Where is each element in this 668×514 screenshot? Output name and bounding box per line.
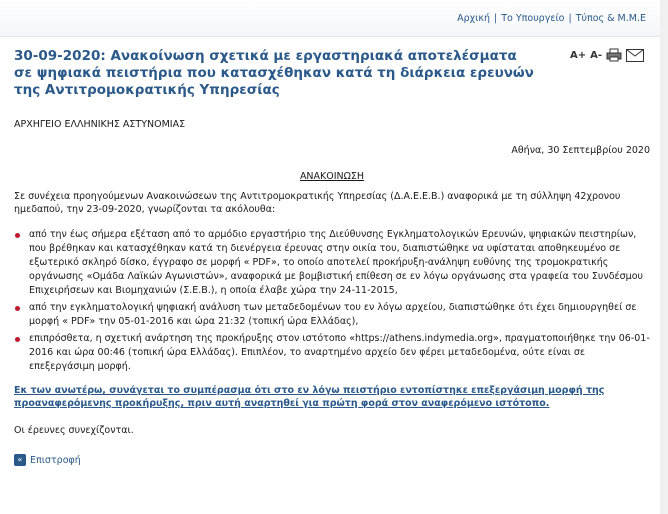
- email-icon[interactable]: [626, 49, 644, 62]
- nav-link-home[interactable]: Αρχική: [457, 13, 491, 24]
- top-bar: [0, 0, 660, 37]
- double-chevron-left-icon: «: [14, 454, 26, 466]
- article-tools: [570, 48, 644, 62]
- conclusion-paragraph: Εκ των ανωτέρω, συνάγεται το συμπέρασμα ότι στο εν λόγω πειστήριο εντοπίστηκε επεξεργάσιμη μορφή της προαναφερόμενης προκήρυξης, πριν αυτή αναρτηθεί για πρώτη φορά στον αναφερόμενο ιστότοπο.: [14, 385, 605, 409]
- bullet-icon: [15, 233, 20, 238]
- nav-link-press[interactable]: Τύπος & Μ.Μ.Ε: [575, 13, 646, 24]
- vertical-scrollbar[interactable]: [660, 0, 668, 514]
- back-link-label: Επιστροφή: [30, 454, 81, 466]
- font-increase-icon[interactable]: A+: [569, 49, 587, 61]
- article-title: 30-09-2020: Ανακοίνωση σχετικά με εργαστηριακά αποτελέσματα σε ψηφιακά πειστήρια που κατασχέθηκαν κατά τη διάρκεια ερευνών της Αντιτρομοκρατικής Υπηρεσίας: [14, 48, 534, 98]
- back-link[interactable]: [14, 454, 650, 466]
- list-item: [14, 301, 650, 329]
- list-item: [14, 332, 650, 374]
- nav-separator: |: [494, 13, 498, 24]
- intro-paragraph: Σε συνέχεια προηγούμενων Ανακοινώσεων της Αντιτρομοκρατικής Υπηρεσίας (Δ.Α.Ε.Ε.Β.) αναφορικά με τη σύλληψη 42χρονου ημεδαπού, την 23-09-2020, γνωρίζονται τα ακόλουθα:: [14, 191, 621, 215]
- top-navigation: [457, 13, 646, 24]
- organization-name: ΑΡΧΗΓΕΙΟ ΕΛΛΗΝΙΚΗΣ ΑΣΤΥΝΟΜΙΑΣ: [14, 119, 186, 130]
- list-item: [14, 228, 650, 298]
- list-item-text: από την εγκληματολογική ψηφιακή ανάλυση των μεταδεδομένων του εν λόγω αρχείου, διαπιστώθηκε ότι έχει δημιουργηθεί σε μορφή « PDF» την 05-01-2016 και ώρα 21:32 (τοπική ώρα Ελλάδας),: [29, 302, 637, 327]
- announcement-heading: ΑΝΑΚΟΙΝΩΣΗ: [299, 171, 365, 182]
- findings-list: [14, 228, 650, 374]
- continuation-text: Οι έρευνες συνεχίζονται.: [14, 425, 134, 436]
- print-icon[interactable]: [606, 48, 622, 62]
- list-item-text: από την έως σήμερα εξέταση από το αρμόδιο εργαστήριο της Διεύθυνσης Εγκληματολογικών Ερευνών, ψηφιακών πειστηρίων, που βρέθηκαν και κατασχέθηκαν κατά τη διενέργεια έρευνας στην οικία του, διαπιστώθηκε να υφίσταται αποθηκευμένο σε εξωτερικό σκληρό δίσκο, έγγραφο σε μορφή « PDF», το οποίο αποτελεί προκήρυξη-ανάληψη ευθύνης της τρομοκρατικής οργάνωσης «Ομάδα Λαϊκών Αγωνιστών», αναφορικά με βομβιστική επίθεση σε εν λόγω οργάνωσης στα γραφεία του Συνδέσμου Επιχειρήσεων και Βιομηχανιών (Σ.Ε.Β.), η οποία έλαβε χώρα την 24-11-2015,: [29, 229, 644, 296]
- article: [14, 48, 650, 466]
- font-decrease-icon[interactable]: A-: [590, 49, 602, 61]
- nav-separator: |: [568, 13, 572, 24]
- bullet-icon: [15, 337, 20, 342]
- list-item-text: επιπρόσθετα, η σχετική ανάρτηση της προκήρυξης στον ιστότοπο «https://athens.indymedia.org», πραγματοποιήθηκε την 06-01-2016 και ώρα 00:46 (τοπική ώρα Ελλάδας). Επιπλέον, το αναρτημένο αρχείο δεν φέρει μεταδεδομένα, ούτε είναι σε επεξεργάσιμη μορφή.: [29, 333, 650, 372]
- bullet-icon: [15, 306, 20, 311]
- dateline: Αθήνα, 30 Σεπτεμβρίου 2020: [511, 145, 650, 156]
- nav-link-ministry[interactable]: Το Υπουργείο: [501, 13, 565, 24]
